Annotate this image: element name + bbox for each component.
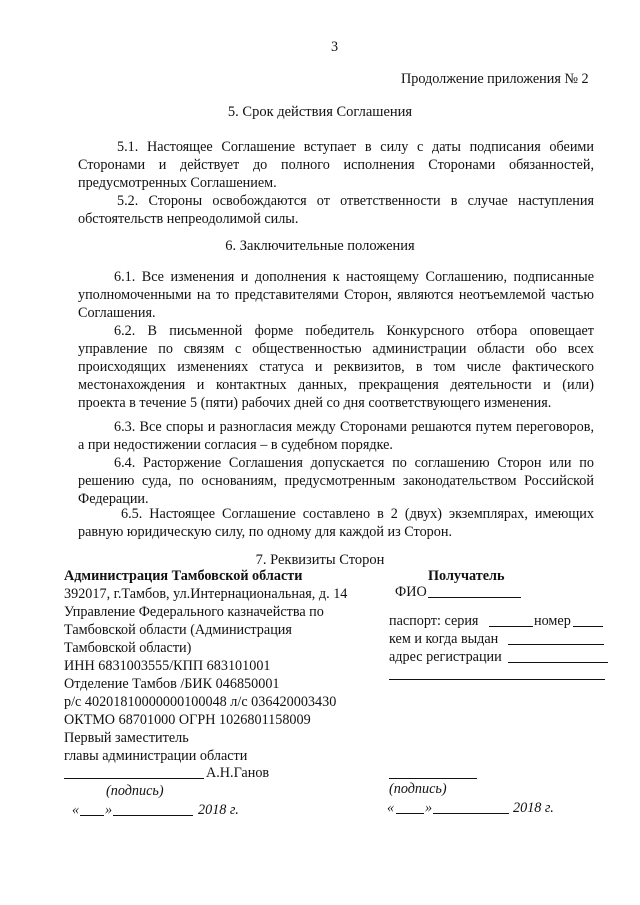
right-issued-label: кем и когда выдан [389, 631, 499, 647]
left-signature-line [64, 778, 204, 779]
left-party-position: Первый заместитель [64, 730, 189, 746]
section-6-3-line: а при недостижении согласия – в судебном порядке. [78, 437, 393, 453]
section-5-2-line: 5.2. Стороны освобождаются от ответственности в случае наступления [117, 193, 594, 209]
left-signature-caption: (подпись) [106, 783, 164, 799]
left-party-oktmo: ОКТМО 68701000 ОГРН 1026801158009 [64, 712, 311, 728]
left-signer-name: А.Н.Ганов [206, 765, 270, 781]
section-6-2-line: 6.2. В письменной форме победитель Конкурсного отбора оповещает [114, 323, 594, 339]
right-passport-series-label: паспорт: серия [389, 613, 479, 629]
section-5-1-line: предусмотренных Соглашением. [78, 175, 277, 191]
section-5-1-line: Сторонами и действует до полного исполнения Сторонами обязанностей, [78, 157, 594, 173]
section-6-4-line: 6.4. Расторжение Соглашения допускается по соглашению Сторон или по [114, 455, 594, 471]
left-date-close-quote: » [105, 802, 113, 818]
section-6-2-line: местонахождения и контактных данных, прекращения деятельности и (или) [78, 377, 594, 393]
section-6-2-line: проекта в течение 5 (пяти) рабочих дней со дня соответствующего изменения. [78, 395, 552, 411]
left-date-month-line [113, 815, 193, 816]
section-5-2-line: обстоятельств непреодолимой силы. [78, 211, 299, 227]
page-number: 3 [331, 39, 339, 55]
right-date-open-quote: « [387, 800, 395, 816]
right-signature-line [389, 778, 477, 779]
right-fio-line [428, 597, 521, 598]
left-party-bik: Отделение Тамбов /БИК 046850001 [64, 676, 280, 692]
right-date-month-line [433, 813, 509, 814]
section-6-1-line: Соглашения. [78, 305, 156, 321]
section-6-3-line: 6.3. Все споры и разногласия между Сторонами решаются путем переговоров, [114, 419, 594, 435]
appendix-continuation: Продолжение приложения № 2 [401, 71, 589, 87]
right-date-close-quote: » [425, 800, 433, 816]
left-party-inn: ИНН 6831003555/КПП 683101001 [64, 658, 271, 674]
section-5-title: 5. Срок действия Соглашения [227, 104, 413, 120]
section-6-2-line: управление по связям с общественностью администрации области обо всех [78, 341, 594, 357]
section-6-1-line: 6.1. Все изменения и дополнения к настоящему Соглашению, подписанные [114, 269, 594, 285]
section-6-4-line: Федерации. [78, 491, 149, 507]
left-party-address: 392017, г.Тамбов, ул.Интернациональная, д. 14 [64, 586, 348, 602]
section-6-1-line: уполномоченными на то представителями Сторон, являются неотъемлемой частью [78, 287, 594, 303]
section-5-1-line: 5.1. Настоящее Соглашение вступает в силу с даты подписания обеими [117, 139, 594, 155]
section-6-title: 6. Заключительные положения [225, 238, 415, 254]
left-date-open-quote: « [72, 802, 80, 818]
section-6-5-line: равную юридическую силу, по одному для каждой из Сторон. [78, 524, 452, 540]
section-6-2-line: происходящих изменениях статуса и реквизитов, в том числе фактического [78, 359, 594, 375]
right-passport-number-line [573, 626, 603, 627]
right-address-line [508, 662, 608, 663]
right-signature-caption: (подпись) [389, 781, 447, 797]
section-7-title: 7. Реквизиты Сторон [255, 552, 385, 568]
right-date-year: 2018 г. [513, 800, 554, 816]
left-date-day-line [80, 815, 104, 816]
left-party-position: главы администрации области [64, 748, 248, 764]
left-party-name: Администрация Тамбовской области [64, 568, 303, 584]
left-party-treasury: Тамбовской области (Администрация [64, 622, 292, 638]
right-issued-line [508, 644, 604, 645]
right-date-day-line [396, 813, 424, 814]
left-party-treasury: Управление Федерального казначейства по [64, 604, 324, 620]
left-party-treasury: Тамбовской области) [64, 640, 192, 656]
right-address-line-2 [389, 679, 605, 680]
left-date-year: 2018 г. [198, 802, 239, 818]
right-address-label: адрес регистрации [389, 649, 502, 665]
right-passport-number-label: номер [534, 613, 571, 629]
right-fio-label: ФИО [395, 584, 427, 600]
section-6-5-line: 6.5. Настоящее Соглашение составлено в 2 (двух) экземплярах, имеющих [121, 506, 594, 522]
right-passport-series-line [489, 626, 533, 627]
section-6-4-line: решению суда, по основаниям, предусмотренным законодательством Российской [78, 473, 594, 489]
right-party-title: Получатель [428, 568, 505, 584]
left-party-account: р/с 40201810000000100048 л/с 036420003430 [64, 694, 337, 710]
